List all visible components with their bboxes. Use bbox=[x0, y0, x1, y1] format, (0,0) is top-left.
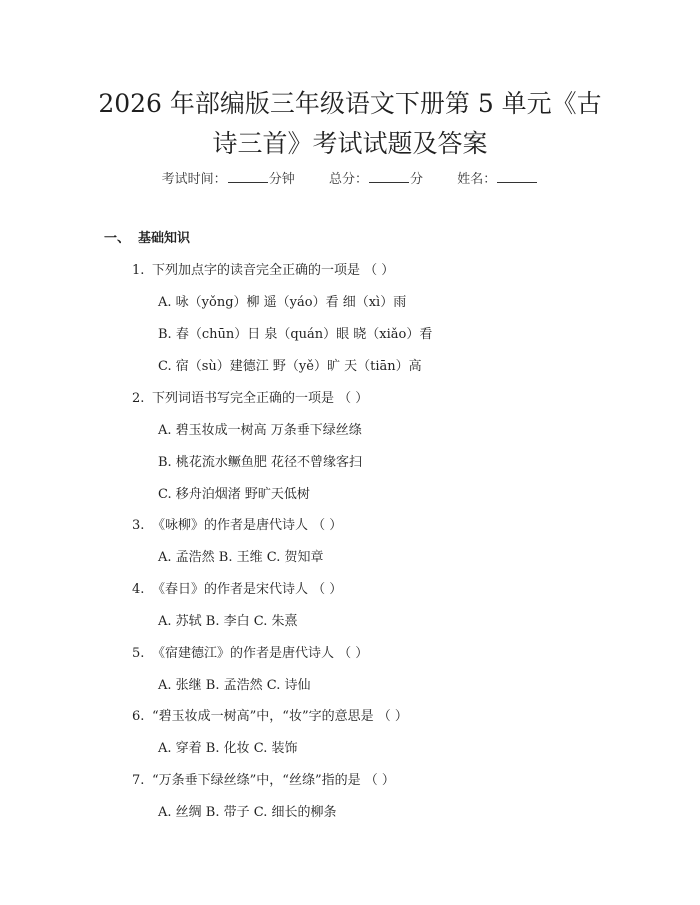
score-unit: 分 bbox=[410, 172, 424, 187]
question-number: 5. bbox=[132, 646, 145, 661]
question-1-option-b[interactable]: B. 春（chūn）日 泉（quán）眼 晓（xiǎo）看 bbox=[158, 327, 433, 342]
question-2-option-c[interactable]: C. 移舟泊烟渚 野旷天低树 bbox=[158, 487, 310, 502]
question-5-options[interactable]: A. 张继 B. 孟浩然 C. 诗仙 bbox=[158, 678, 311, 693]
title-line-2: 诗三首》考试试题及答案 bbox=[212, 129, 488, 158]
question-1-option-c[interactable]: C. 宿（sù）建德江 野（yě）旷 天（tiān）高 bbox=[158, 359, 422, 374]
question-6 bbox=[132, 707, 408, 727]
question-2-option-b[interactable]: B. 桃花流水鳜鱼肥 花径不曾缘客扫 bbox=[158, 455, 362, 470]
question-text: 《宿建德江》的作者是唐代诗人 （ ） bbox=[152, 646, 369, 661]
question-4 bbox=[132, 580, 342, 600]
name-label: 姓名： bbox=[457, 172, 497, 187]
section-title: 基础知识 bbox=[138, 231, 191, 246]
question-3 bbox=[132, 516, 342, 536]
question-4-options[interactable]: A. 苏轼 B. 李白 C. 朱熹 bbox=[158, 614, 298, 629]
name-blank[interactable] bbox=[497, 168, 537, 183]
question-text: “万条垂下绿丝绦”中，“丝绦”指的是 （ ） bbox=[152, 773, 395, 788]
score-label: 总分： bbox=[328, 172, 368, 187]
question-number: 1. bbox=[132, 263, 145, 278]
exam-info-line bbox=[0, 168, 700, 190]
score-blank[interactable] bbox=[369, 168, 409, 183]
question-text: “碧玉妆成一树高”中，“妆”字的意思是 （ ） bbox=[152, 709, 408, 724]
question-text: 《咏柳》的作者是唐代诗人 （ ） bbox=[152, 518, 343, 533]
question-number: 4. bbox=[132, 582, 145, 597]
question-3-options[interactable]: A. 孟浩然 B. 王维 C. 贺知章 bbox=[158, 550, 324, 565]
question-text: 下列词语书写完全正确的一项是 （ ） bbox=[152, 391, 369, 406]
time-label: 考试时间： bbox=[161, 172, 227, 187]
section-heading bbox=[104, 229, 190, 249]
question-number: 3. bbox=[132, 518, 145, 533]
question-number: 6. bbox=[132, 709, 145, 724]
question-number: 2. bbox=[132, 391, 145, 406]
question-6-options[interactable]: A. 穿着 B. 化妆 C. 装饰 bbox=[158, 741, 298, 756]
section-number: 一、 bbox=[104, 231, 131, 246]
question-5 bbox=[132, 644, 368, 664]
question-1-option-a[interactable]: A. 咏（yǒng）柳 遥（yáo）看 细（xì）雨 bbox=[158, 295, 407, 310]
title-line-1: 2026 年部编版三年级语文下册第 5 单元《古 bbox=[98, 89, 602, 118]
question-1 bbox=[132, 261, 394, 281]
time-blank[interactable] bbox=[228, 168, 268, 183]
time-unit: 分钟 bbox=[268, 172, 295, 187]
question-7 bbox=[132, 771, 395, 791]
question-7-options[interactable]: A. 丝绸 B. 带子 C. 细长的柳条 bbox=[158, 805, 337, 820]
question-text: 下列加点字的读音完全正确的一项是 （ ） bbox=[152, 263, 395, 278]
question-2-option-a[interactable]: A. 碧玉妆成一树高 万条垂下绿丝绦 bbox=[158, 423, 362, 438]
question-text: 《春日》的作者是宋代诗人 （ ） bbox=[152, 582, 343, 597]
question-number: 7. bbox=[132, 773, 145, 788]
question-2 bbox=[132, 389, 368, 409]
page-title bbox=[70, 84, 630, 164]
